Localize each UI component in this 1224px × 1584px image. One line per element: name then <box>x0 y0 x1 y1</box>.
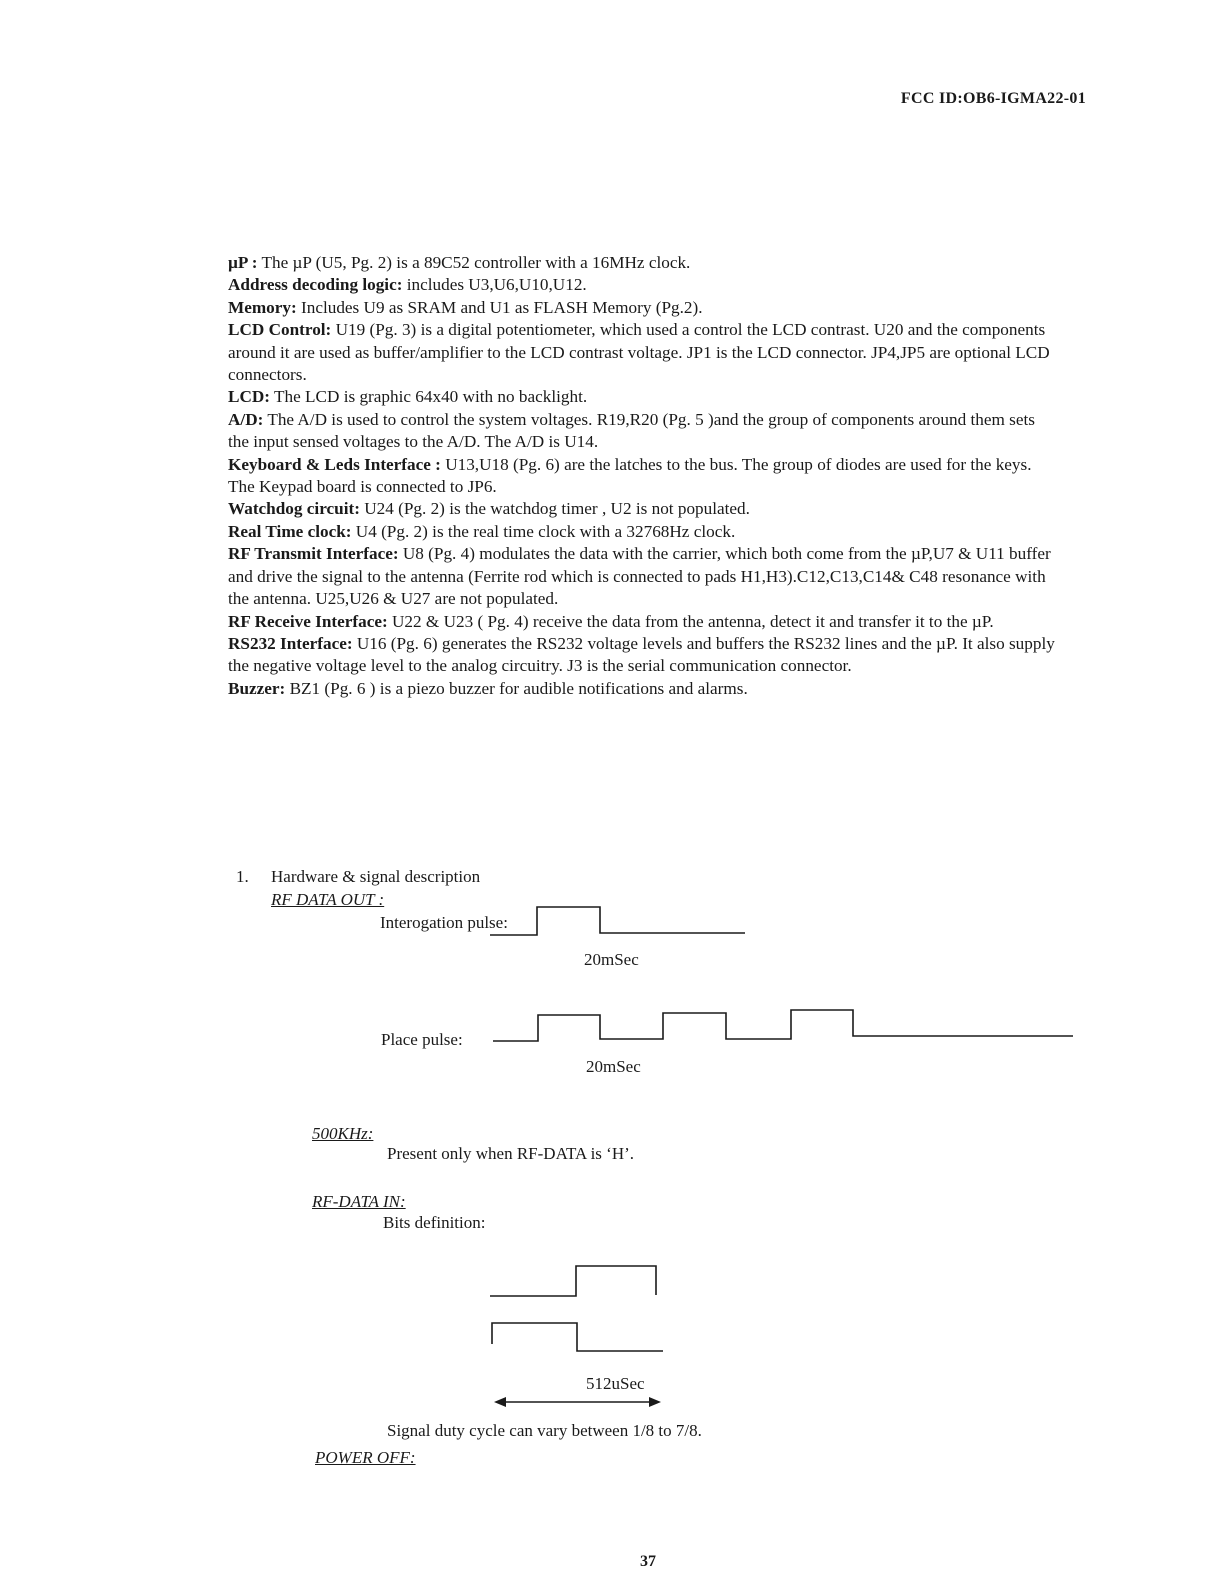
section-label: RF Receive Interface: <box>228 611 388 631</box>
section-label: Memory: <box>228 297 297 317</box>
rf-data-in-title: RF-DATA IN: <box>312 1192 406 1211</box>
section-text: The LCD is graphic 64x40 with no backlight. <box>274 387 588 407</box>
interrogation-pulse-label: Interogation pulse: <box>380 913 508 932</box>
bits-definition-label: Bits definition: <box>383 1213 486 1232</box>
section-text: The A/D is used to control the system voltages. R19,R20 (Pg. 5 )and the group of components around them sets the input sensed voltages to the A/D. The A/D is U14. <box>228 409 1035 452</box>
section-text: U16 (Pg. 6) generates the RS232 voltage levels and buffers the RS232 lines and the µP. It also supply the negative voltage level to the analog circuitry. J3 is the serial communication connector. <box>228 633 1055 676</box>
section-text: U19 (Pg. 3) is a digital potentiometer, which used a control the LCD contrast. U20 and the components around it are used as buffer/amplifier to the LCD contrast voltage. JP1 is the LCD connector. JP4,JP5 are optional LCD connectors. <box>228 320 1050 385</box>
place-pulse-label: Place pulse: <box>381 1030 463 1049</box>
place-timing-label: 20mSec <box>586 1057 641 1076</box>
carrier-title: 500KHz: <box>312 1124 374 1143</box>
hardware-heading: Hardware & signal description <box>271 867 481 886</box>
section-text: includes U3,U6,U10,U12. <box>406 275 587 295</box>
duty-cycle-note: Signal duty cycle can vary between 1/8 to 7/8. <box>387 1421 702 1440</box>
section-label: RF Transmit Interface: <box>228 544 399 564</box>
arrow-left-head <box>494 1397 506 1407</box>
list-number: 1. <box>236 867 249 886</box>
section-label: Keyboard & Leds Interface : <box>228 454 441 474</box>
page-number: 37 <box>640 1553 656 1570</box>
section-label: Watchdog circuit: <box>228 499 360 519</box>
bit-one-waveform <box>490 1266 656 1296</box>
arrow-right-head <box>649 1397 661 1407</box>
section-label: Buzzer: <box>228 678 286 698</box>
interrogation-timing-label: 20mSec <box>584 950 639 969</box>
section-label: A/D: <box>228 409 264 429</box>
section-text: The µP (U5, Pg. 2) is a 89C52 controller with a 16MHz clock. <box>261 253 691 272</box>
section-label: RS232 Interface: <box>228 633 353 653</box>
bit-timing-label: 512uSec <box>586 1374 645 1393</box>
place-pulse-waveform <box>493 1010 1073 1041</box>
bit-zero-waveform <box>492 1323 663 1351</box>
section-text: U22 & U23 ( Pg. 4) receive the data from the antenna, detect it and transfer it to the µP. <box>392 611 994 631</box>
section-text: U24 (Pg. 2) is the watchdog timer , U2 is not populated. <box>364 499 750 519</box>
section-label: Address decoding logic: <box>228 275 403 295</box>
section-label: µP : <box>228 253 258 272</box>
section-text: U8 (Pg. 4) modulates the data with the carrier, which both come from the µP,U7 & U11 buffer and drive the signal to the antenna (Ferrite rod which is connected to pads H1,H3).C12,C13,C14& C48 resonance with the antenna. U25,U26 & U27 are not populated. <box>228 544 1051 609</box>
section-text: Includes U9 as SRAM and U1 as FLASH Memory (Pg.2). <box>301 297 703 317</box>
power-off-title: POWER OFF: <box>315 1448 416 1467</box>
interrogation-pulse-waveform <box>490 907 745 935</box>
section-label: Real Time clock: <box>228 521 352 541</box>
carrier-note: Present only when RF-DATA is ‘H’. <box>387 1144 635 1163</box>
rf-data-out-title: RF DATA OUT : <box>271 890 385 909</box>
fcc-id-header: FCC ID:OB6-IGMA22-01 <box>900 90 1086 107</box>
section-text: U4 (Pg. 2) is the real time clock with a 32768Hz clock. <box>355 521 736 541</box>
section-text: U13,U18 (Pg. 6) are the latches to the bus. The group of diodes are used for the keys. The Keypad board is connected to JP6. <box>228 454 1032 497</box>
section-text: BZ1 (Pg. 6 ) is a piezo buzzer for audible notifications and alarms. <box>289 678 748 698</box>
section-label: LCD Control: <box>228 320 332 340</box>
section-label: LCD: <box>228 387 271 407</box>
